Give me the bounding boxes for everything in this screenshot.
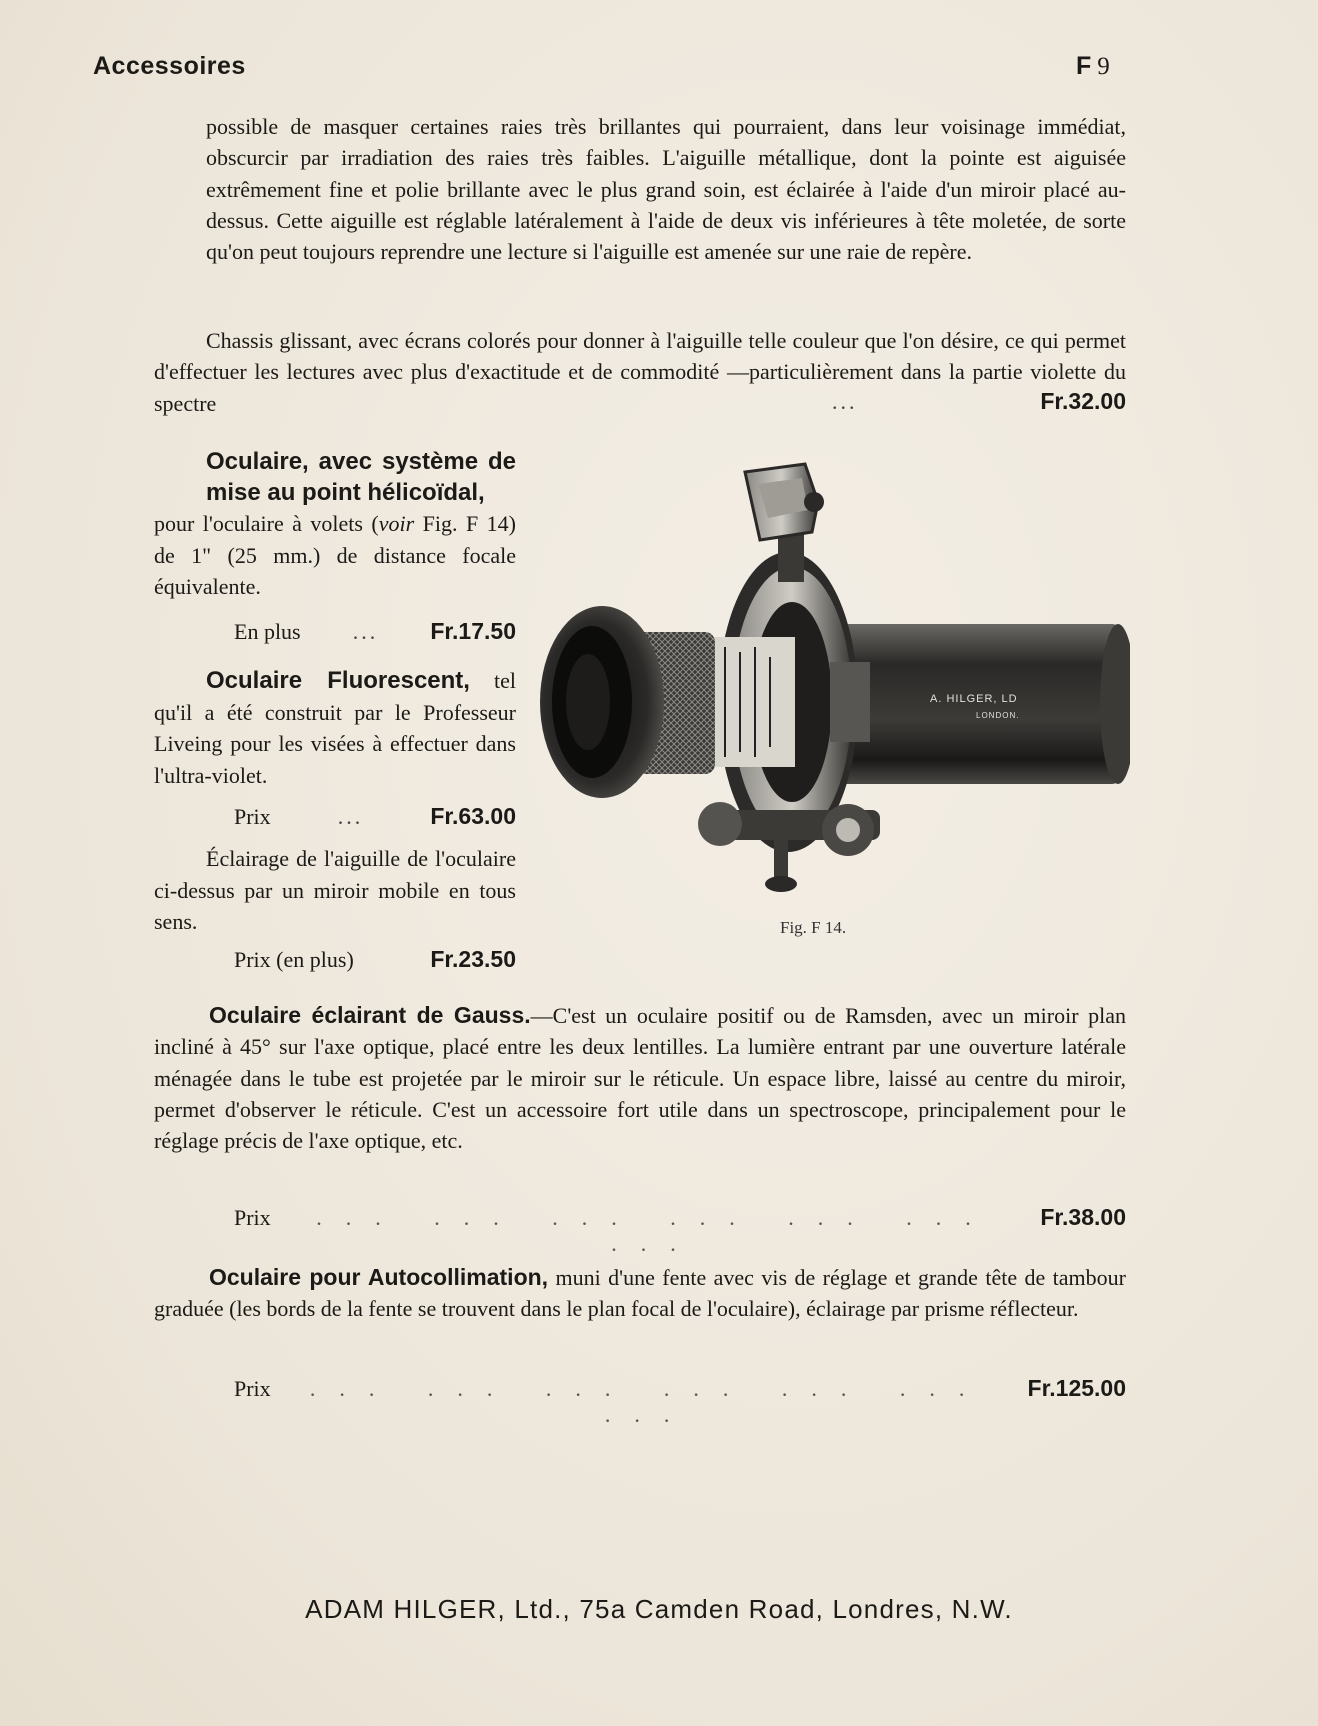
- chassis-price: Fr.32.00: [1040, 388, 1126, 414]
- oculaire-gauss-price-line: [234, 1204, 1126, 1257]
- oculaire-gauss-price: Fr.38.00: [1040, 1204, 1126, 1230]
- page-number-digit: 9: [1097, 53, 1110, 80]
- eclairage-aiguille-entry: Éclairage de l'aiguille de l'oculaire ci-dessus par un miroir mobile en tous sens.: [154, 846, 516, 934]
- focus-scale: [705, 637, 795, 767]
- page-number: [1076, 52, 1110, 81]
- chassis-text: Chassis glissant, avec écrans colorés pour donner à l'aiguille telle couleur que l'on désire, ce qui permet d'effectuer les lectures avec plus d'exactitude et de commodité —particulièrement dans la partie violette du spectre: [154, 328, 1126, 416]
- oculaire-gauss-desc: —C'est un oculaire positif ou de Ramsden, avec un miroir plan incliné à 45° sur l'axe optique, placé entre les deux lentilles. La lumière entrant par une ouverture latérale ménagée dans le tube est projetée par le miroir sur le réticule. Un espace libre, laissé au centre du miroir, permet d'observer le réticule. C'est un accessoire fort utile dans un spectroscope, principalement pour le réglage précis de l'axe optique, etc.: [154, 1003, 1126, 1154]
- voir-ref: voir: [378, 511, 415, 536]
- page-letter: F: [1076, 52, 1092, 80]
- price-label: Prix (en plus): [234, 947, 354, 972]
- oculaire-autocollimation-title: Oculaire pour Autocollimation,: [209, 1264, 549, 1290]
- eyepiece-illustration: [530, 462, 1130, 902]
- oculaire-helicoidal-entry: [154, 446, 516, 603]
- oculaire-autocollimation-price: Fr.125.00: [1027, 1375, 1126, 1401]
- price-label: Prix: [234, 1205, 271, 1230]
- price-label: En plus: [234, 619, 301, 644]
- oculaire-helicoidal-price: Fr.17.50: [430, 618, 516, 644]
- intro-paragraph: possible de masquer certaines raies très brillantes qui pourraient, dans leur voisinage immédiat, obscurcir par irradiation des raies très faibles. L'aiguille métallique, dont la pointe est aiguisée extrêmement fine et polie brillante avec le plus grand soin, est éclairée à l'aide d'un miroir placé au-dessus. Cette aiguille est réglable latéralement à l'aide de deux vis inférieures à tête moletée, de sorte qu'on peut toujours reprendre une lecture si l'aiguille est amenée sur une raie de repère.: [206, 114, 1126, 265]
- chassis-price-line: [832, 388, 1126, 415]
- section-header: Accessoires: [93, 52, 246, 80]
- oculaire-fluorescent-title: Oculaire Fluorescent,: [206, 667, 470, 694]
- oculaire-gauss-title: Oculaire éclairant de Gauss.: [209, 1002, 531, 1028]
- eclairage-aiguille-price-line: [234, 946, 516, 973]
- oculaire-fluorescent-price: Fr.63.00: [430, 803, 516, 829]
- oculaire-helicoidal-desc: [154, 508, 516, 603]
- price-dots: ... ... ... ... ... ... ...: [309, 1376, 989, 1427]
- oculaire-helicoidal-title: Oculaire, avec système de mise au point hélicoïdal,: [206, 448, 516, 506]
- oculaire-autocollimation-desc: muni d'une fente avec vis de réglage et grande tête de tambour graduée (les bords de la fente se trouvent dans le plan focal de l'oculaire), éclairage par prisme réflecteur.: [154, 1265, 1126, 1322]
- figure-caption: Fig. F 14.: [780, 918, 847, 937]
- publisher-footer: ADAM HILGER, Ltd., 75a Camden Road, Londres, N.W.: [305, 1594, 1013, 1624]
- oculaire-fluorescent-price-line: [234, 803, 516, 830]
- engraving-maker: A. HILGER, LD: [930, 693, 1018, 705]
- price-dots: ...: [352, 619, 379, 644]
- oculaire-fluorescent-entry: [154, 665, 516, 791]
- eclairage-aiguille-price: Fr.23.50: [430, 946, 516, 972]
- oculaire-autocollimation-entry: [154, 1262, 1126, 1325]
- oculaire-gauss-entry: [154, 1000, 1126, 1156]
- chassis-dots: ...: [832, 389, 858, 414]
- oculaire-autocollimation-price-line: [234, 1375, 1126, 1428]
- oculaire-helicoidal-price-line: [234, 618, 516, 645]
- price-dots: ...: [337, 804, 364, 829]
- oculaire-fluorescent-desc: tel qu'il a été construit par le Professeur Liveing pour les visées à effectuer dans l'ultra-violet.: [154, 668, 516, 788]
- engraving-city: LONDON.: [976, 711, 1020, 720]
- price-dots: ... ... ... ... ... ... ...: [316, 1205, 995, 1256]
- price-label: Prix: [234, 804, 271, 829]
- oculaire-helicoidal-desc-a: pour l'oculaire à volets (: [154, 511, 379, 536]
- price-label: Prix: [234, 1376, 271, 1401]
- oculaire-helicoidal-desc-b: Fig. F 14) de 1" (25 mm.) de distance focale équivalente.: [154, 511, 516, 599]
